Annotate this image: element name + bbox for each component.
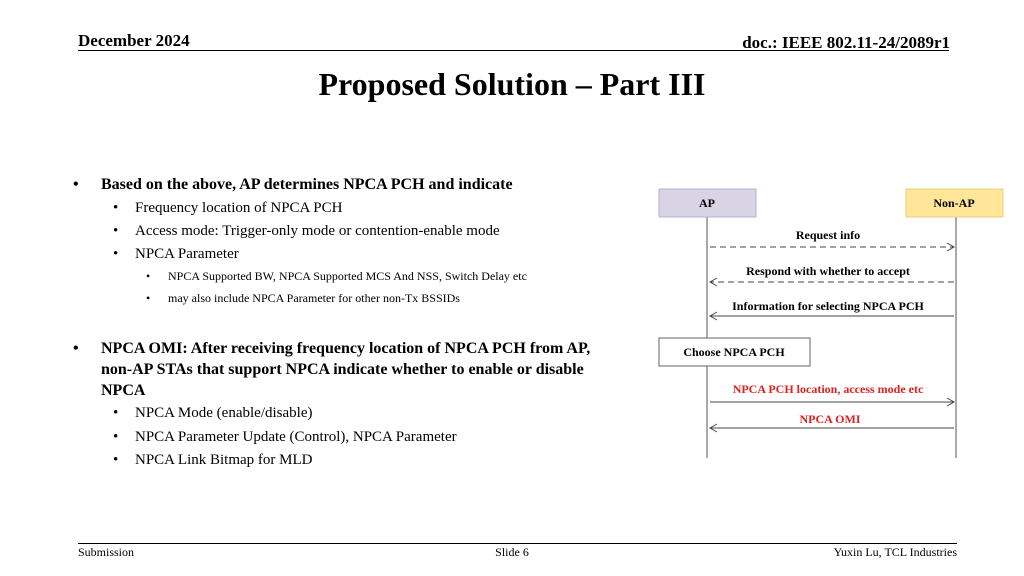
sub-bullet-access-mode: Access mode: Trigger-only mode or contention-enable mode	[135, 223, 500, 239]
msg-respond-accept: Respond with whether to accept	[746, 264, 910, 278]
choose-npca-pch-label: Choose NPCA PCH	[683, 345, 785, 359]
bullet-marker: •	[113, 200, 119, 216]
bullet-based-on-above: Based on the above, AP determines NPCA PCH and indicate	[101, 176, 513, 193]
ap-label: AP	[699, 196, 715, 210]
nonap-label: Non-AP	[933, 196, 975, 210]
bullet-marker: •	[113, 429, 119, 445]
bullet-marker: •	[146, 269, 151, 283]
footer-author: Yuxin Lu, TCL Industries	[833, 545, 957, 559]
msg-npca-pch-location: NPCA PCH location, access mode etc	[732, 382, 924, 396]
bullet-marker: •	[113, 223, 119, 239]
sub-bullet-parameter-update: NPCA Parameter Update (Control), NPCA Parameter	[135, 429, 457, 445]
bullet-marker: •	[113, 405, 119, 421]
bullet-marker: •	[113, 246, 119, 262]
footer-slide-number: Slide 6	[495, 545, 529, 559]
bullet-npca-omi-line3: NPCA	[101, 382, 146, 399]
footer-submission: Submission	[78, 545, 135, 559]
sub-sub-bullet-non-tx: may also include NPCA Parameter for other non-Tx BSSIDs	[168, 291, 460, 305]
bullet-marker: •	[113, 452, 119, 468]
bullet-npca-omi-line1: NPCA OMI: After receiving frequency location of NPCA PCH from AP,	[101, 340, 591, 357]
msg-npca-omi: NPCA OMI	[799, 412, 861, 426]
bullet-npca-omi-line2: non-AP STAs that support NPCA indicate whether to enable or disable	[101, 361, 584, 378]
bullet-marker: •	[146, 291, 151, 305]
sub-bullet-npca-parameter: NPCA Parameter	[135, 246, 239, 262]
slide-title: Proposed Solution – Part III	[318, 66, 706, 102]
msg-request-info: Request info	[795, 228, 861, 242]
bullet-marker: •	[73, 340, 79, 357]
sub-bullet-npca-mode: NPCA Mode (enable/disable)	[135, 405, 313, 421]
header-doc-id: doc.: IEEE 802.11-24/2089r1	[742, 33, 950, 52]
sub-bullet-link-bitmap: NPCA Link Bitmap for MLD	[135, 452, 313, 468]
msg-information-selecting: Information for selecting NPCA PCH	[732, 299, 924, 313]
bullet-marker: •	[73, 176, 79, 193]
header-date: December 2024	[78, 31, 190, 50]
footer-divider	[78, 543, 957, 544]
sub-bullet-frequency: Frequency location of NPCA PCH	[135, 200, 343, 216]
sub-sub-bullet-supported: NPCA Supported BW, NPCA Supported MCS And NSS, Switch Delay etc	[168, 269, 527, 283]
